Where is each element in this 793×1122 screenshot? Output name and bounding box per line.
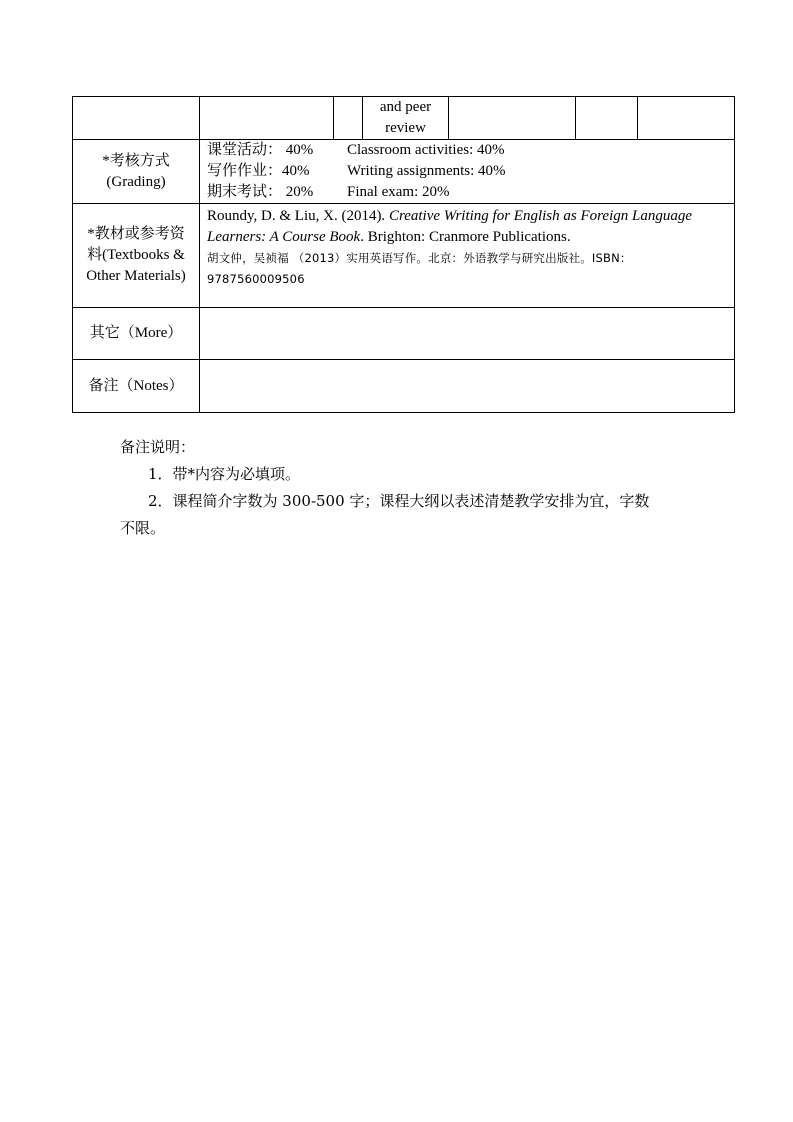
notes-content-cell [200,360,735,413]
more-content-cell [200,308,735,360]
materials-label-line2: 料(Textbooks & [87,247,185,263]
reference-1-publisher: . Brighton: Cranmore Publications. [360,229,571,245]
notes-row [73,360,735,413]
grading-content-cell [200,140,735,204]
more-row [73,308,735,360]
activity-text-line1: and peer [379,99,432,115]
schedule-label-cell [73,97,200,140]
reference-2: 胡文仲，吴祯福 （2013）实用英语写作。北京：外语教学与研究出版社。ISBN：9787560009506 [207,251,632,286]
remarks-item-1: 1．带*内容为必填项。 [148,465,301,483]
course-info-table [72,96,735,413]
grading-item [207,140,734,161]
notes-label-cell [73,360,200,413]
remarks-item-2: 2．课程简介字数为 300-500 字；课程大纲以表述清楚教学安排为宜，字数 [148,492,650,510]
schedule-subcell [334,97,363,139]
reference-1-title: Creative Writing for English as Foreign Language Learners: A Course Book [207,208,692,245]
schedule-subcell [200,97,334,139]
grading-row [73,140,735,204]
grading-item [207,161,734,182]
materials-label-line3: Other Materials) [86,268,186,284]
remarks-heading: 备注说明： [120,438,196,456]
grading-label-cell [73,140,200,204]
materials-label-line1: *教材或参考资 [87,226,185,242]
reference-1-authors: Roundy, D. & Liu, X. (2014). [207,208,389,224]
schedule-content-cell [200,97,735,140]
grading-item-en: Final exam: 20% [347,184,450,200]
grading-item-cn: 写作作业：40% [207,163,310,179]
materials-content-cell [200,204,735,308]
notes-label: 备注（Notes） [88,377,184,394]
more-label-cell [73,308,200,360]
materials-row [73,204,735,308]
remarks-section [120,434,680,542]
grading-item-cn: 期末考试： 20% [207,184,314,200]
activity-text-line2: review [385,120,426,136]
schedule-subcell [576,97,638,139]
grading-item-cn: 课堂活动： 40% [207,142,314,158]
reference-1 [207,206,728,248]
more-label: 其它（More） [89,325,183,341]
schedule-subcells [200,97,734,139]
remarks-item-2-continued: 不限。 [120,519,166,537]
grading-label-cn: *考核方式 [102,152,170,169]
activity-subcell [363,97,449,139]
schedule-row-continued [73,97,735,140]
grading-item-en: Classroom activities: 40% [347,142,505,158]
schedule-subcell [449,97,576,139]
schedule-subcell [638,97,734,139]
materials-label-cell [73,204,200,308]
grading-item-en: Writing assignments: 40% [347,163,506,179]
grading-item [207,182,734,203]
grading-label-en: (Grading) [106,173,166,190]
